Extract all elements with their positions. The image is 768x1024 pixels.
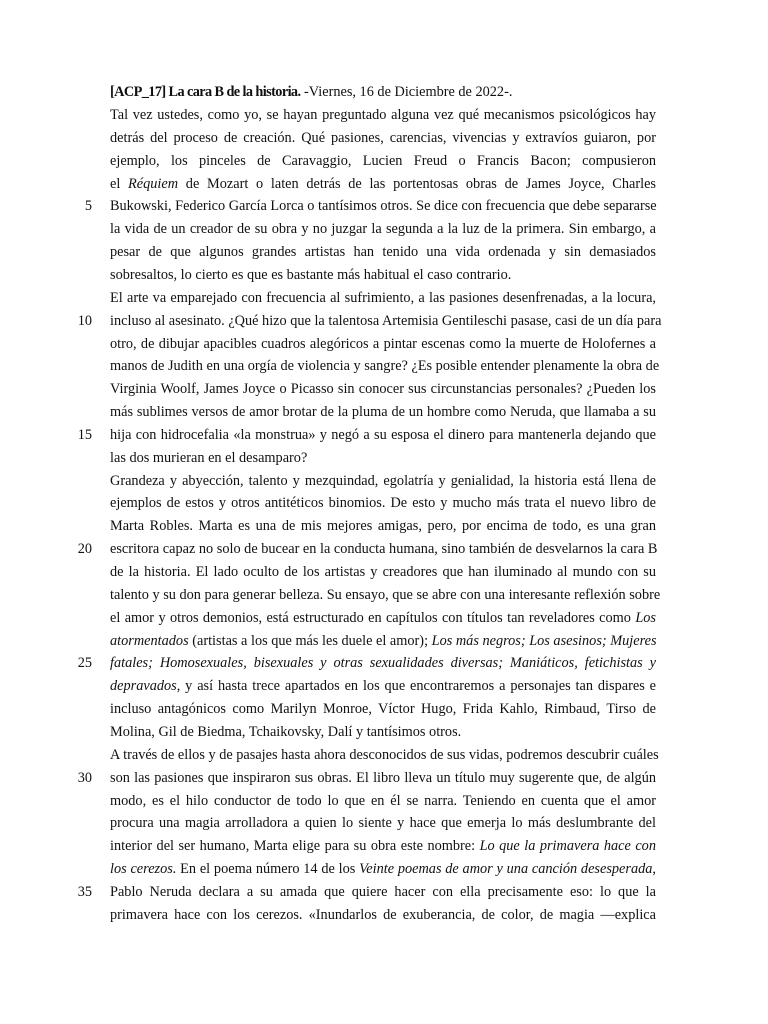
line-number: 35	[77, 883, 92, 900]
text-run: el amor y otros demonios, está estructurado en capítulos con títulos tan reveladores como	[110, 609, 636, 626]
text-line	[110, 425, 656, 445]
text-run: las dos murieran en el desamparo?	[110, 449, 308, 466]
text-run: de la historia. El lado oculto de los artistas y creadores que han iluminado al mundo con su	[110, 564, 656, 580]
text-line	[110, 471, 656, 491]
text-line	[110, 859, 656, 879]
line-number: 30	[77, 769, 92, 786]
text-line	[110, 905, 656, 925]
text-line	[110, 219, 656, 239]
text-run: talento y su don para generar belleza. Su ensayo, que se abre con una interesante reflexión sobre	[110, 586, 661, 603]
italic-text: Los	[635, 609, 656, 626]
italic-text: atormentados	[110, 632, 189, 649]
line-number: 20	[77, 541, 92, 558]
line-number: 5	[84, 198, 92, 215]
article-tag: [ACP_17] La cara B de la historia.	[110, 84, 301, 100]
text-run: más sublimes versos de amor brotar de la pluma de un hombre como Neruda, que llamaba a su	[110, 404, 656, 421]
text-line	[110, 745, 659, 765]
article-date: -Viernes, 16 de Diciembre de 2022-.	[300, 84, 513, 100]
text-line	[110, 516, 656, 536]
text-run: (artistas a los que más les duele el amor);	[188, 632, 432, 649]
text-line	[110, 608, 656, 628]
italic-text: Veinte poemas de amor y una canción desesperada	[359, 861, 653, 878]
text-run: Tal vez ustedes, como yo, se hayan preguntado alguna vez qué mecanismos psicológicos hay	[110, 107, 656, 123]
text-run: el	[110, 175, 129, 192]
line-number: 10	[77, 312, 92, 329]
italic-text: depravados	[110, 678, 177, 695]
text-run: primavera hace con los cerezos. «Inundarlos de exuberancia, de color, de magia —explica	[110, 906, 656, 923]
text-line	[110, 242, 656, 262]
text-line	[110, 334, 656, 354]
text-line	[110, 631, 656, 651]
text-line	[110, 539, 656, 559]
text-line	[110, 836, 656, 856]
text-line	[110, 356, 660, 376]
text-line	[110, 882, 656, 902]
text-line	[110, 585, 661, 605]
text-run: Virginia Woolf, James Joyce o Picasso sin conocer sus circunstancias personales? ¿Pueden los	[110, 381, 656, 398]
text-run: incluso antagónicos como Marilyn Monroe, Víctor Hugo, Frida Kahlo, Rimbaud, Tirso de	[110, 701, 656, 718]
text-line	[110, 448, 656, 468]
text-line	[110, 653, 656, 673]
italic-text: Réquiem	[128, 175, 179, 192]
text-line	[110, 791, 656, 811]
text-run: , y así hasta trece apartados en los que encontraremos a personajes tan dispares e	[176, 678, 656, 695]
line-number: 15	[77, 426, 92, 443]
italic-text: Los más negros; Los asesinos; Mujeres	[431, 632, 657, 649]
text-run: hija con hidrocefalia «la monstrua» y negó a su esposa el dinero para mantenerla dejando que	[110, 426, 656, 443]
text-run: procura una magia arrolladora a quien lo siente y hace que emerja lo más deslumbrante del	[110, 815, 656, 832]
italic-text: los cerezos.	[110, 861, 177, 878]
text-run: Bukowski, Federico García Lorca o tantísimos otros. Se dice con frecuencia que debe separarse	[110, 198, 657, 215]
text-run: otro, de dibujar apacibles cuadros alegóricos a pintar escenas como la muerte de Holofernes a	[110, 335, 656, 352]
text-line	[110, 105, 656, 125]
text-run: pesar de que algunos grandes artistas han tenido una vida ordenada y sin demasiados	[110, 244, 656, 261]
text-line	[110, 379, 656, 399]
text-run: modo, es el hilo conductor de todo lo que en él se narra. Teniendo en cuenta que el amor	[110, 792, 656, 809]
text-line	[110, 813, 656, 833]
text-run: En el poema número 14 de los	[176, 861, 360, 878]
text-line	[110, 768, 656, 788]
text-line	[110, 493, 656, 513]
document-heading	[110, 82, 656, 102]
text-run: la vida de un creador de su obra y no juzgar la segunda a la luz de la primera. Sin embargo, a	[110, 221, 656, 238]
italic-text: fatales; Homosexuales, bisexuales y otras sexualidades diversas; Maniáticos, fetichistas y	[110, 655, 656, 672]
text-run: detrás del proceso de creación. Qué pasiones, carencias, vivencias y extravíos guiaron, por	[110, 129, 656, 146]
text-run: sobresaltos, lo cierto es que es bastante más habitual el caso contrario.	[110, 266, 512, 283]
text-run: El arte va emparejado con frecuencia al sufrimiento, a las pasiones desenfrenadas, a la locura,	[110, 289, 656, 306]
text-line	[110, 128, 656, 148]
text-line	[110, 151, 656, 171]
text-run: ejemplos de estos y otros antitéticos binomios. De esto y mucho más trata el nuevo libro de	[110, 495, 656, 512]
text-line	[110, 699, 656, 719]
text-line	[110, 288, 656, 308]
text-line	[110, 196, 656, 216]
text-run: interior del ser humano, Marta elige para su obra este nombre:	[110, 838, 480, 855]
text-line	[110, 265, 656, 285]
text-run: Molina, Gil de Biedma, Tchaikovsky, Dalí y tantísimos otros.	[110, 723, 462, 740]
text-run: escritora capaz no solo de bucear en la conducta humana, sino también de desvelarnos la cara B	[110, 541, 658, 558]
text-run: ejemplo, los pinceles de Caravaggio, Lucien Freud o Francis Bacon; compusieron	[110, 152, 656, 169]
text-line	[110, 676, 656, 696]
text-run: ,	[652, 861, 656, 878]
text-run: Grandeza y abyección, talento y mezquindad, egolatría y genialidad, la historia está llena de	[110, 472, 656, 489]
text-line	[110, 311, 662, 331]
text-run: de Mozart o laten detrás de las portentosas obras de James Joyce, Charles	[178, 175, 656, 192]
text-run: son las pasiones que inspiraron sus obras. El libro lleva un título muy sugerente que, de algún	[110, 769, 656, 786]
text-run: Marta Robles. Marta es una de mis mejores amigas, pero, por encima de todo, es una gran	[110, 518, 656, 535]
text-run: Pablo Neruda declara a su amada que quiere hacer con ella precisamente eso: lo que la	[110, 883, 656, 900]
text-line	[110, 722, 656, 742]
text-line	[110, 402, 656, 422]
text-run: manos de Judith en una orgía de violencia y sangre? ¿Es posible entender plenamente la obra de	[110, 358, 660, 375]
line-number: 25	[77, 655, 92, 672]
italic-text: Lo que la primavera hace con	[479, 838, 656, 855]
text-line	[110, 174, 656, 194]
text-run: incluso al asesinato. ¿Qué hizo que la talentosa Artemisia Gentileschi pasase, casi de un día para	[110, 312, 662, 329]
text-run: A través de ellos y de pasajes hasta ahora desconocidos de sus vidas, podremos descubrir cuáles	[110, 746, 659, 763]
text-line	[110, 562, 656, 582]
